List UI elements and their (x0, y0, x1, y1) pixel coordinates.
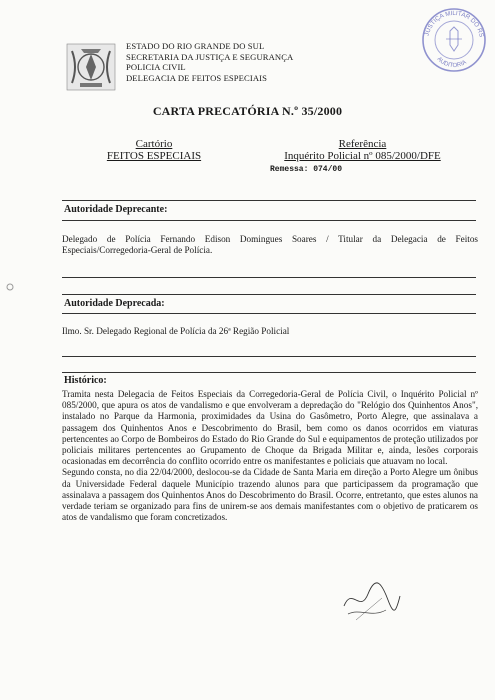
referencia-value: Inquérito Policial nº 085/2000/DFE (284, 150, 441, 162)
divider (62, 277, 476, 278)
scan-artifact (5, 282, 15, 292)
document-title: CARTA PRECATÓRIA N.º 35/2000 (152, 104, 343, 118)
referencia-label: Referência (338, 138, 387, 150)
deprecante-label: Autoridade Deprecante: (64, 204, 168, 215)
remessa-number: Remessa: 074/00 (270, 165, 343, 174)
divider (62, 356, 476, 357)
divider (62, 220, 476, 221)
divider (62, 294, 476, 295)
deprecada-label: Autoridade Deprecada: (64, 298, 165, 309)
stamp-bottom-text: AUDITORIA (435, 56, 468, 70)
historico-label: Histórico: (64, 375, 107, 386)
header-line: DELEGACIA DE FEITOS ESPECIAIS (126, 72, 267, 83)
divider (62, 200, 476, 201)
cartorio-label: Cartório (135, 138, 173, 150)
deprecada-text: Ilmo. Sr. Delegado Regional de Polícia da 26ª Região Policial (62, 326, 290, 336)
cartorio-value: FEITOS ESPECIAIS (106, 150, 202, 162)
header-line: SECRETARIA DA JUSTIÇA E SEGURANÇA (126, 51, 294, 62)
historico-body (62, 389, 478, 523)
referencia-block (270, 138, 455, 162)
svg-text:JUSTIÇA MILITAR DO RS (424, 10, 485, 38)
court-stamp (418, 5, 490, 73)
stamp-top-text: JUSTIÇA MILITAR DO RS (423, 9, 485, 38)
signature (342, 576, 402, 624)
historico-paragraph: Tramita nesta Delegacia de Feitos Especiais da Corregedoria-Geral de Polícia Civil, o Inquérito Policial nº 085/2000, que apura os atos de vandalismo e que envolveram a depredação do "Relógio dos Quinhentos Anos", instalado no Parque da Harmonia, proximidades da Usina do Gasômetro, Porto Alegre, que assinalava a passagem dos Quinhentos Anos e Descobrimento do Brasil, bem como os danos ocorridos em viaturas pertencentes ao Corpo de Bombeiros do Estado do Rio Grande do Sul e equipamentos de proteção utilizados por policiais militares pertencentes ao Grupamento de Choque da Brigada Militar e, ainda, lesões corporais ocasionadas em decorrência do conflito ocorrido entre os manifestantes e policiais que atuavam no local. (62, 389, 478, 467)
header-line: POLICIA CIVIL (126, 62, 186, 73)
institution-header (126, 41, 293, 83)
divider (62, 372, 476, 373)
coat-of-arms-icon (66, 43, 116, 91)
cartorio-block (100, 138, 208, 162)
header-line: ESTADO DO RIO GRANDE DO SUL (126, 41, 265, 51)
historico-paragraph: Segundo consta, no dia 22/04/2000, deslocou-se da Cidade de Santa Maria em direção a Porto Alegre um ônibus da Universidade Federal daquele Município trazendo alunos para que participassem da programação que assinalava a passagem dos Quinhentos Anos do Descobrimento do Brasil. Ocorre, entretanto, que estes alunos na verdade teriam se organizado para fins de unirem-se aos demais manifestantes com o objetivo de praticarem os atos de vandalismo que foram concretizados. (62, 467, 478, 523)
divider (62, 313, 476, 314)
deprecante-text: Delegado de Polícia Fernando Edison Domingues Soares / Titular da Delegacia de Feitos Especiais/Corregedoria-Geral de Polícia. (62, 234, 478, 256)
